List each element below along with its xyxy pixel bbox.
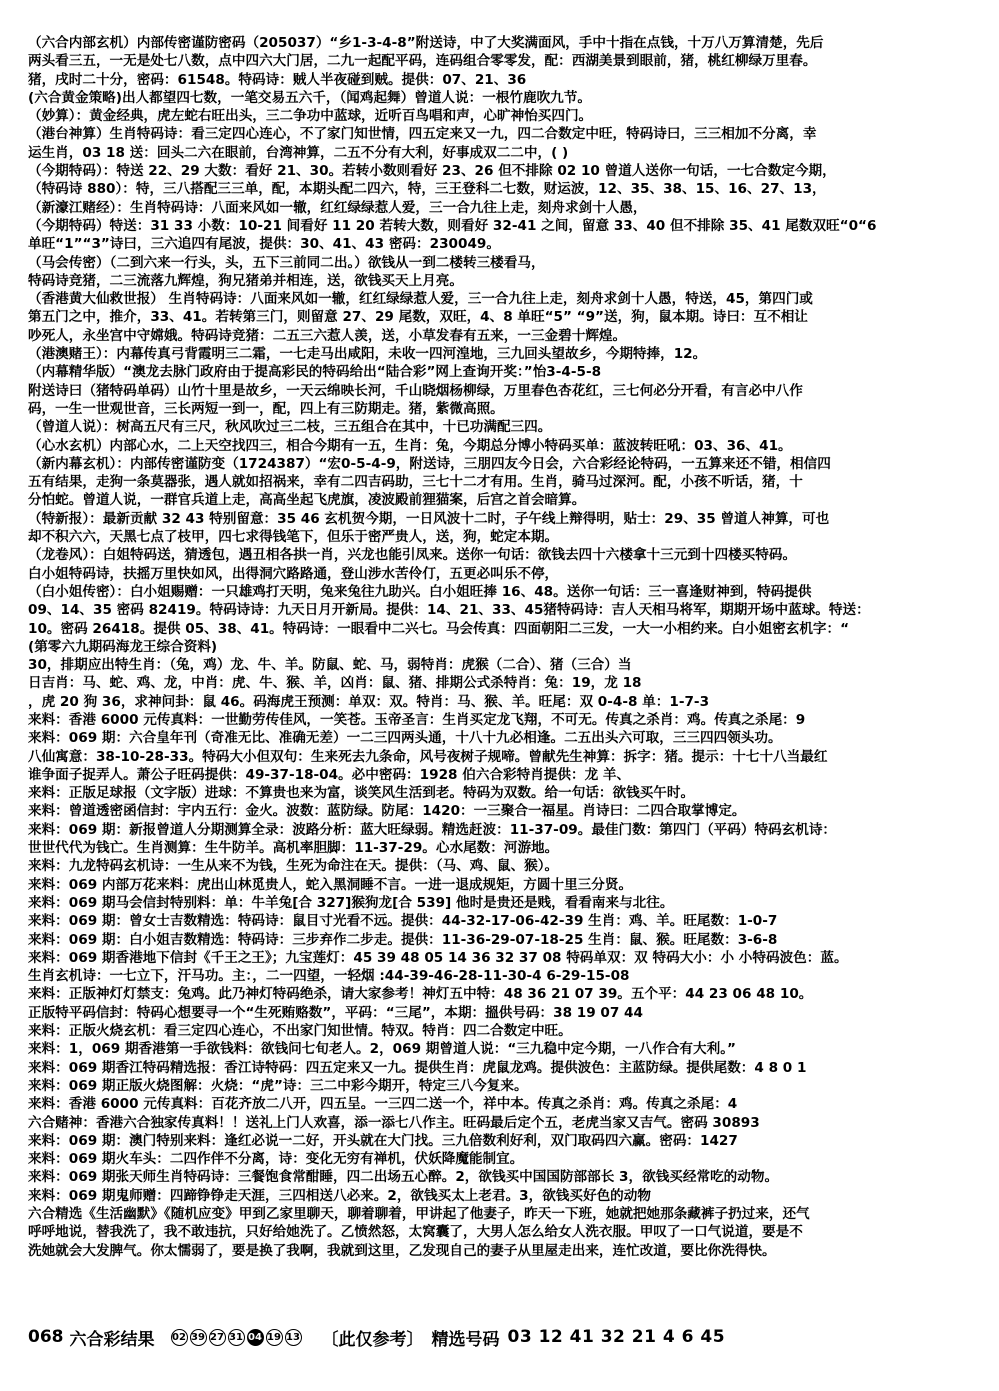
text-line: 09、14、35 密码 82419。特码诗诗：九天日月开新局。提供：14、21、33、45猪特码诗：吉人天相马将军，期期开场中蓝球。特送： [28, 602, 870, 619]
text-line: 世世代代为钱亡。生肖测算：生牛防羊。高机率胆脚：11-37-29。心水尾数：河游地。 [28, 840, 559, 857]
text-line: （新濠江赌经）：生肖特码诗：八面来风如一辙，红红绿绿惹人爱，三一合九往上走，刻舟求剑十人愚， [28, 199, 647, 216]
results-label: 六合彩结果 [69, 1329, 155, 1350]
text-line: （龙卷风）：白姐特码送，猜透包，遇丑相各拱一肖，兴龙也能引凤来。送你一句话：欲钱去四十六楼拿十三元到十四楼买特码。 [28, 547, 797, 564]
text-line: 第五门之中，推介，33、41。若转第三门，则留意 27、29 尾数，双旺，4、8 单旺“5” “9”送，狗，鼠本期。诗曰：互不相让 [28, 309, 808, 326]
text-line: 来料：069 期香港地下信封《千王之王》；九宝莲灯：45 39 48 05 14 36 32 37 08 特码单双：双 特码大小：小 小特码波色：蓝。 [28, 949, 848, 966]
text-line: （内幕精华版）“澳龙去脉门政府由于提高彩民的特码给出“陆合彩”网上查询开奖：”怡3-4-5-8 [28, 364, 602, 381]
text-line: 来料：1，069 期香港第一手欲钱料：欲钱问七旬老人。2，069 期曾道人说：“三九稳中定今期，一八作合有大利。” [28, 1041, 736, 1058]
text-line: 30，排期应出特生肖：（兔，鸡）龙、牛、羊。防鼠、蛇、马，弱特肖：虎猴（二合）、猪（三合）当 [28, 657, 632, 674]
text-line: 洗她就会大发脾气。你太懦弱了，要是换了我啊，我就到这里，乙发现自己的妻子从里屋走出来，连忙改道，要比你洗得快。 [28, 1242, 776, 1259]
text-line: （曾道人说）：树高五尺有三尺，秋风吹过三二枝，三五组合在其中，十已功满配三四。 [28, 419, 552, 436]
text-line: （香港黄大仙救世报） 生肖特码诗：八面来风如一辙，红红绿绿惹人爱，三一合九往上走，刻舟求剑十人愚，特送，45，第四门或 [28, 291, 813, 308]
document-text-body [28, 34, 985, 1260]
text-line: 附送诗曰（猪特码单码）山竹十里是故乡，一天云绵映长河，千山晓烟杨柳绿，万里春色杏花红，三七何必分开看，有言必中八作 [28, 382, 803, 399]
result-ball: 19 [266, 1329, 283, 1346]
result-ball: 39 [190, 1329, 207, 1346]
text-line: 吵死人，永坐宫中守嫦娥。特码诗竞猪：二五三六惹人羡，送，小草发春有五来，一三金碧十辉煌。 [28, 327, 627, 344]
issue-number: 068 [28, 1327, 64, 1347]
text-line: 来料：069 期：白小姐吉数精选：特码诗：三步弃作二步走。提供：11-36-29-07-18-25 生肖：鼠、猴。旺尾数：3-6-8 [28, 931, 778, 948]
text-line: 日吉肖：马、蛇、鸡、龙，中肖：虎、牛、猴、羊，凶肖：鼠、猪、排期公式杀特肖：兔：19，龙 18 [28, 675, 642, 692]
result-balls [171, 1329, 304, 1346]
text-line: 白小姐特码诗，扶摇万里快如风，出得洞穴路路通，登山涉水苦伶仃，五更必叫乐不停， [28, 565, 559, 582]
text-line: 来料：069 期：新报曾道人分期测算全录：波路分析：蓝大旺绿弱。精选赶波：11-37-09。最佳门数：第四门（平码）特码玄机诗： [28, 821, 837, 838]
text-line: 特码诗竞猪，二三流落九辉煌，狗兄猪弟并相连，送，欲钱买天上月亮。 [28, 272, 463, 289]
text-line: （马会传密）（二到六来一行头，头，五下三前同二出。）欲钱从一到二楼转三楼看马， [28, 254, 545, 271]
result-ball-special: 13 [285, 1329, 302, 1346]
text-line: 来料：069 期香江特码精选报：香江诗特码：四五定来又一九。提供生肖：虎鼠龙鸡。提供波色：主蓝防绿。提供尾数：4 8 0 1 [28, 1059, 807, 1076]
text-line: 来料：069 期火车头：二四作伴不分离，诗：变化无穷有禅机，伏妖降魔能制宜。 [28, 1151, 524, 1168]
text-line: 呼呼地说，替我洗了，我不敢违抗，只好给她洗了。乙愤然怒，太窝囊了，大男人怎么给女人洗衣服。甲叹了一口气说道，要是不 [28, 1224, 803, 1241]
text-line: 来料：069 期马会信封特别料：单：牛羊兔[合 327]猴狗龙[合 539] 他时是贵还是贱，看看南来与北往。 [28, 894, 674, 911]
result-ball: 27 [209, 1329, 226, 1346]
text-line: 来料：069 期：六合皇年刊（奇准无比、准确无差）一二三四两头通，十八十九必相逢。二五出头六可取，三三四四领头功。 [28, 730, 782, 747]
text-line: （港台神算）生肖特码诗：看三定四心连心，不了家门知世情，四五定来又一九，四二合数定中旺，特码诗曰，三三相加不分离，幸 [28, 126, 817, 143]
text-line: （今期特码）特送：31 33 小数：10-21 间看好 11 20 若转大数，则看好 32-41 之间，留意 33、40 但不排除 35、41 尾数双旺“0“6 [28, 217, 877, 234]
text-line: 来料：069 期：澳门特别来料：逢红必说一二好，开头就在大门找。三九倍数利好利，双门取码四六赢。密码：1427 [28, 1132, 738, 1149]
text-line: 10。密码 26418。提供 05、38、41。特码诗：一眼看中二兴七。马会传真：四面朝阳二三发，一大一小相约来。白小姐密玄机字：“ [28, 620, 850, 637]
result-ball: 02 [171, 1329, 188, 1346]
result-ball: 31 [228, 1329, 245, 1346]
picks-label: 精选号码 [431, 1329, 500, 1350]
text-line: 来料：正版足球报（文字版）进球：不算贵也来为富，谈笑风生活到老。特码为双数。给一句话：欲钱买午时。 [28, 785, 695, 802]
text-line: 来料：香港 6000 元传真料：百花齐放二八开，四五呈。一三四二送一个，祥中本。传真之杀肖：鸡。传真之杀尾：4 [28, 1096, 738, 1113]
text-line: 运生肖，03 18 送：回头二六在眼前，台湾神算，二五不分有大利，好事成双二二中，( ) [28, 144, 569, 161]
text-line: 生肖玄机诗：一七立下，汗马功。主：，二一四望，一轻烟 :44-39-46-28-11-30-4 6-29-15-08 [28, 968, 630, 985]
text-line: 六合赌神：香港六合独家传真料！！送礼上门人欢喜，添一添七八作主。旺码最后定个五，老虎当家又吉气。密码 30893 [28, 1114, 760, 1131]
text-line: 来料：069 期正版火烧图解：火烧：“虎”诗：三二中彩今期开，特定三八今复来。 [28, 1077, 528, 1094]
text-line: 两头看三五，一无是处七八数，点中四六大门居，二九一起配平码，连码组合零零发，配：西湖美景到眼前，猪，桃红柳绿万里春。 [28, 53, 817, 70]
reference-note: 〔此仅参考〕 [321, 1329, 424, 1350]
text-line: 来料：069 期张天师生肖特码诗：三餐饱食常酣睡，四二出场五心醉。2，欲钱买中国国防部部长 3，欲钱买经常吃的动物。 [28, 1169, 779, 1186]
text-line: 来料：正版神灯灯禁支：兔鸡。此乃神灯特码绝杀，请大家参考！神灯五中特：48 36 21 07 39。五个平：44 23 06 48 10。 [28, 986, 813, 1003]
text-line: （特码诗 880）：特，三八搭配三三单，配，本期头配二四六，特，三王登科二七数，财运波，12、35、38、15、16、27、13， [28, 181, 826, 198]
text-line: 来料：曾道透密函信封：宇内五行：金火。波数：蓝防绿。防尾：1420：一三聚合一福星。肖诗曰：二四合取掌博定。 [28, 803, 746, 820]
results-footer [28, 1325, 988, 1349]
text-line: （六合内部玄机）内部传密谨防密码（205037）“乡1-3-4-8”附送诗，中了大奖满面风，手中十指在点钱，十万八万算清楚，先后 [28, 35, 824, 51]
text-line: 码，一生一世观世音，三长两短一到一，配，四上有三防期走。猪，紫微高照。 [28, 400, 504, 417]
text-line: 八仙寓意：38-10-28-33。特码大小但双句：生来死去九条命，风号夜树子规啼。曾献先生神算：拆字：猪。提示：十七十八当最红 [28, 748, 828, 765]
text-line: （新内幕玄机）：内部传密谨防变（1724387）“宏0-5-4-9，附送诗，三朋四友今日会，六合彩经论特码，一五算来还不错，相信四 [28, 455, 831, 472]
text-line: （特新报）：最新贡献 32 43 特别留意：35 46 玄机贺今期，一日风波十二时，子午线上辩得明，贴士：29、35 曾道人神算，可也 [28, 510, 830, 527]
text-line: 单旺“1”“3”诗曰，三六追四有尾波，提供：30、41、43 密码：230049。 [28, 236, 500, 253]
text-line: 五有结果，走狗一条莫器张，遇人就如招祸来，幸有二四吉码助，三七十二才有用。生肖，骑马过深河。配，小孩不听话，猪，十 [28, 474, 803, 491]
text-line: 六合精选《生活幽默》《随机应变》甲到乙家里聊天，聊着聊着，甲讲起了他妻子，昨天一下班，她就把她那条藏裤子扔过来，还气 [28, 1206, 810, 1222]
text-line: 来料：069 内部万花来料：虎出山林觅贵人，蛇入黑洞睡不言。一进一退成规矩，方圆十里三分贤。 [28, 876, 633, 893]
text-line: （心水玄机）内部心水，二上天空找四三，相合今期有一五，生肖：兔，今期总分博小特码买单：蓝波转旺吼：03、36、41。 [28, 437, 792, 454]
text-line: (六合黄金策略)出人都望四七数，一笔交易五六千，（闻鸡起舞）曾道人说：一根竹鹿吹九节。 [28, 89, 591, 106]
text-line: 猪，戌时二十分，密码：61548。特码诗：贼人半夜碰到贼。提供：07、21、36 [28, 71, 527, 88]
result-ball: 04 [247, 1329, 264, 1346]
text-line: 正版特平码信封：特码心想要寻一个“生死贿赂数”，平码：“三尾”，本期：搵供号码：38 19 07 44 [28, 1004, 643, 1021]
selected-numbers: 03 12 41 32 21 4 6 45 [507, 1327, 726, 1347]
text-line: 却不积六六，天黑七点了枝甲，四七求得钱笔下，但乐于密严贵人，送，狗，蛇定本期。 [28, 529, 559, 546]
text-line: 来料：069 期鬼师赠：四蹄铮铮走天涯，三四相送八必来。2，欲钱买太上老君。3，欲钱买好色的动物 [28, 1187, 651, 1204]
text-line: 谁争面子捉弄人。萧公子旺码提供：49-37-18-04。必中密码：1928 伯六合彩特肖提供：龙 羊、 [28, 766, 631, 783]
text-line: （今期特码）：特送 22、29 大数：看好 21、30。若转小数则看好 23、26 但不排除 02 10 曾道人送你一句话，一七合数定今期， [28, 163, 836, 180]
text-line: 分怕蛇。曾道人说，一群官兵道上走，高高坐起飞虎旗，凌波殿前狸猫案，后宫之首会暗算。 [28, 492, 586, 509]
text-line: （妙算）：黄金经典，虎左蛇右旺出头，三二争功中蓝球，近听百鸟唱和声，心旷神怡买四门。 [28, 108, 593, 125]
text-line: 来料：069 期：曾女士吉数精选：特码诗：鼠目寸光看不远。提供：44-32-17-06-42-39 生肖：鸡、羊。旺尾数：1-0-7 [28, 913, 778, 930]
text-line: (第零六九期码海龙王综合资料) [28, 638, 218, 655]
text-line: 来料：香港 6000 元传真料：一世勤劳传佳风，一笑苍。玉帝圣言：生肖买定龙飞翔，不可无。传真之杀肖：鸡。传真之杀尾：9 [28, 711, 806, 728]
text-line: 来料：正版火烧玄机：看三定四心连心，不出家门知世情。特双。特肖：四二合数定中旺。 [28, 1023, 572, 1040]
text-line: 来料：九龙特码玄机诗：一生从来不为钱，生死为命注在天。提供：（马、鸡、鼠、猴）。 [28, 858, 559, 875]
text-line: （白小姐传密）：白小姐赐赠：一只雄鸡打天明，兔来兔往九助兴。白小姐旺捧 16、48。送你一句话：三一喜逢财神到，特码提供 [28, 583, 812, 600]
text-line: （港澳赌王）：内幕传真弓背霞明三二霜，一七走马出咸阳，未收一四河湟地，三九回头望故乡，今期特捧，12。 [28, 346, 707, 363]
text-line: ，虎 20 狗 36，求神问卦：鼠 46。码海虎王预测：单双：双。特肖：马、猴、羊。旺尾：双 0-4-8 单：1-7-3 [28, 693, 710, 710]
